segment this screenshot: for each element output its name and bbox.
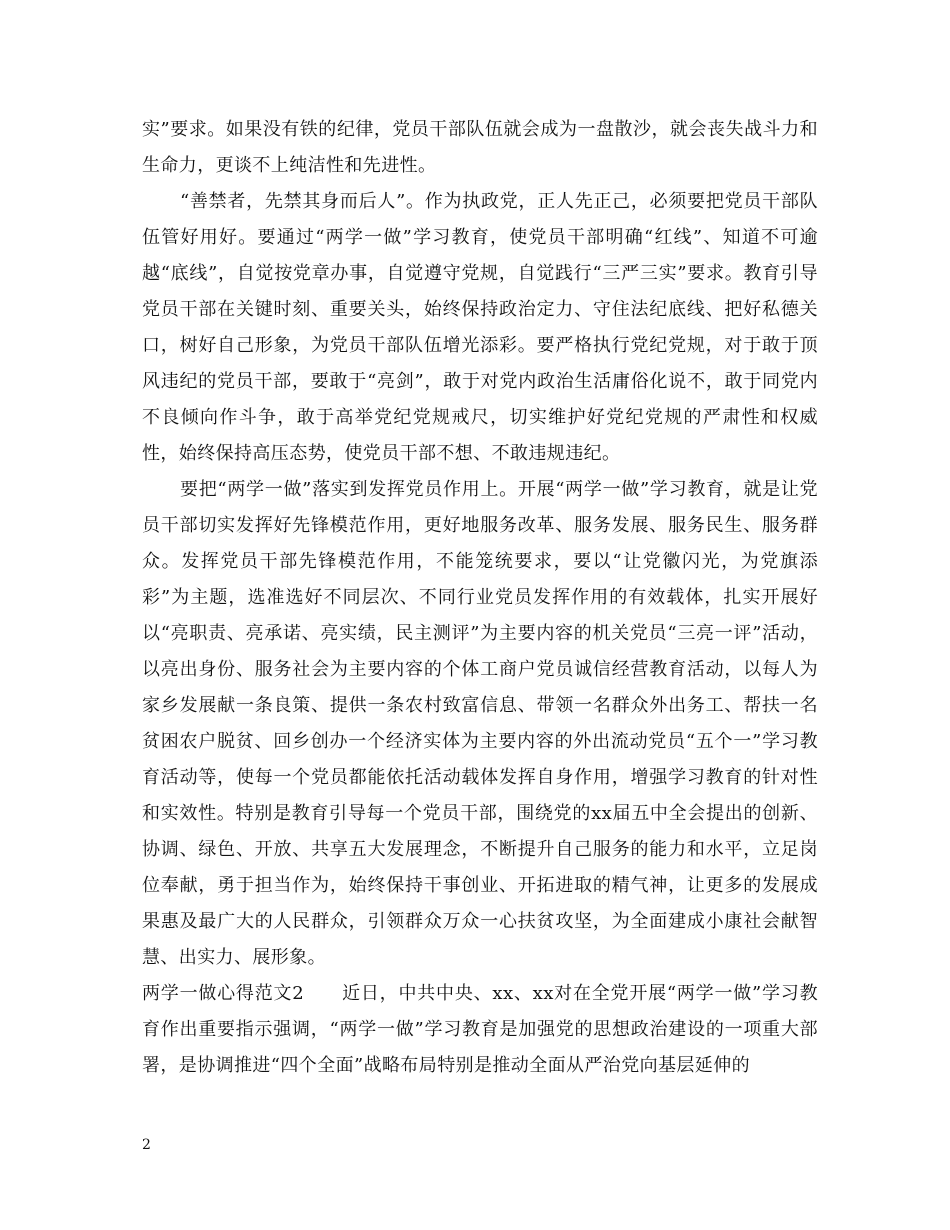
paragraph-sample-essay-2: 两学一做心得范文2 近日，中共中央、xx、xx对在全党开展“两学一做”学习教育作出重要指示强调，“两学一做”学习教育是加强党的思想政治建设的一项重大部署，是协调推进“四个全面”战略布局特别是推动全面从严治党向基层延伸的 <box>142 983 818 1076</box>
document-body <box>142 112 818 1084</box>
paragraph-party-member-role: 要把“两学一做”落实到发挥党员作用上。开展“两学一做”学习教育，就是让党员干部切实发挥好先锋模范作用，更好地服务改革、服务发展、服务民生、服务群众。发挥党员干部先锋模范作用，不能笼统要求，要以“让党徽闪光，为党旗添彩”为主题，选准选好不同层次、不同行业党员发挥作用的有效载体，扎实开展好以“亮职责、亮承诺、亮实绩，民主测评”为主要内容的机关党员“三亮一评”活动，以亮出身份、服务社会为主要内容的个体工商户党员诚信经营教育活动，以每人为家乡发展献一条良策、提供一条农村致富信息、带领一名群众外出务工、帮扶一名贫困农户脱贫、回乡创办一个经济实体为主要内容的外出流动党员“五个一”学习教育活动等，使每一个党员都能依托活动载体发挥自身作用，增强学习教育的针对性和实效性。特别是教育引导每一个党员干部，围绕党的xx届五中全会提出的创新、协调、绿色、开放、共享五大发展理念，不断提升自己服务的能力和水平，立足岗位奉献，勇于担当作为，始终保持干事创业、开拓进取的精气神，让更多的发展成果惠及最广大的人民群众，引领群众万众一心扶贫攻坚，为全面建成小康社会献智慧、出实力、展形象。 <box>142 479 818 968</box>
paragraph-continuation: 实”要求。如果没有铁的纪律，党员干部队伍就会成为一盘散沙，就会丧失战斗力和生命力，更谈不上纯洁性和先进性。 <box>142 119 818 176</box>
paragraph-discipline: “善禁者，先禁其身而后人”。作为执政党，正人先正己，必须要把党员干部队伍管好用好。要通过“两学一做”学习教育，使党员干部明确“红线”、知道不可逾越“底线”，自觉按党章办事，自觉遵守党规，自觉践行“三严三实”要求。教育引导党员干部在关键时刻、重要关头，始终保持政治定力、守住法纪底线、把好私德关口，树好自己形象，为党员干部队伍增光添彩。要严格执行党纪党规，对于敢于顶风违纪的党员干部，要敢于“亮剑”，敢于对党内政治生活庸俗化说不，敢于同党内不良倾向作斗争，敢于高举党纪党规戒尺，切实维护好党纪党规的严肃性和权威性，始终保持高压态势，使党员干部不想、不敢违规违纪。 <box>142 191 818 464</box>
page-number: 2 <box>142 1137 151 1153</box>
